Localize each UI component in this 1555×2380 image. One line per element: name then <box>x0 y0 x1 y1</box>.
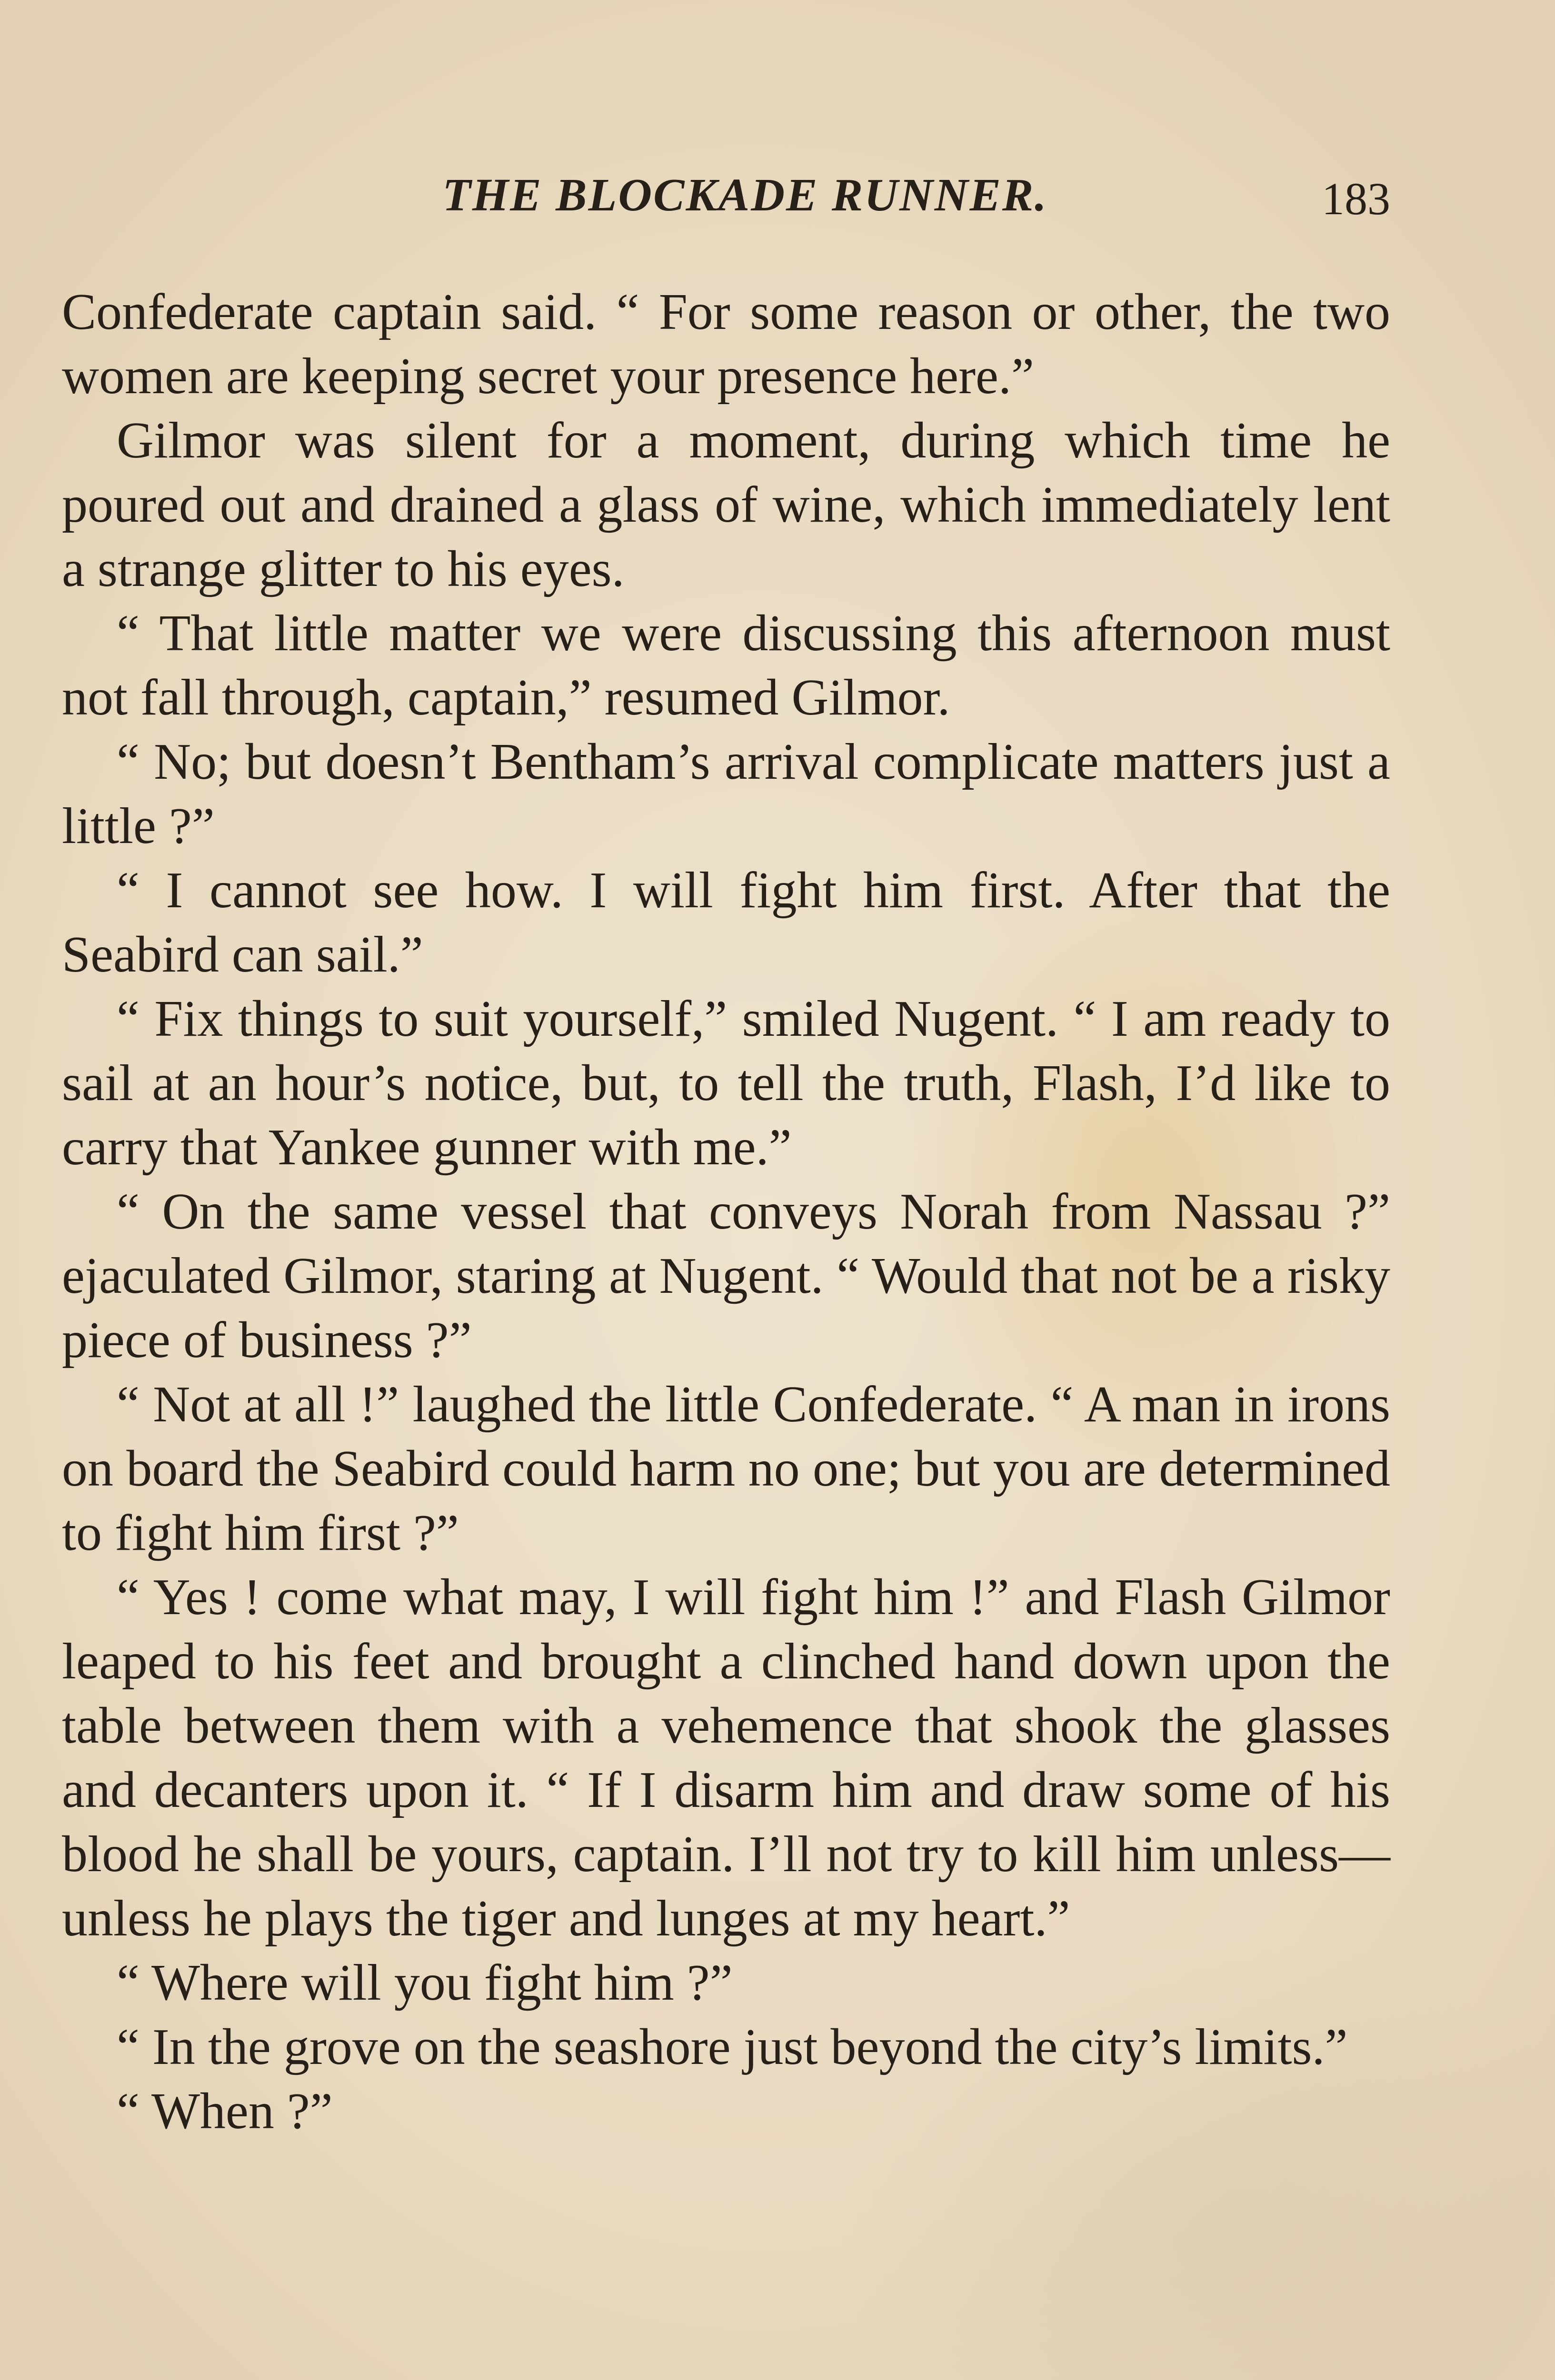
paragraph: “ When ?” <box>117 2083 333 2140</box>
body-text <box>62 280 1390 2143</box>
paragraph: “ Where will you fight him ?” <box>117 1954 733 2011</box>
paragraph: Gilmor was silent for a moment, during which time he poured out and drained a glass of wine, which immediately lent a strange glitter to his eyes. <box>62 412 1390 597</box>
paragraph: “ Fix things to suit yourself,” smiled Nugent. “ I am ready to sail at an hour’s notice, but, to tell the truth, Flash, I’d like to carry that Yankee gunner with me.” <box>62 991 1390 1176</box>
paragraph: “ Not at all !” laughed the little Confederate. “ A man in irons on board the Seabird could harm no one; but you are determined to fight him first ?” <box>62 1376 1390 1561</box>
paragraph: “ In the grove on the seashore just beyond the city’s limits.” <box>117 2019 1348 2075</box>
page-number: 183 <box>1322 173 1390 224</box>
paragraph: “ That little matter we were discussing this afternoon must not fall through, captain,” resumed Gilmor. <box>62 605 1390 726</box>
paragraph: “ On the same vessel that conveys Norah from Nassau ?” ejaculated Gilmor, staring at Nugent. “ Would that not be a risky piece of business ?” <box>62 1183 1390 1368</box>
paragraph: “ No; but doesn’t Bentham’s arrival complicate matters just a little ?” <box>62 734 1390 854</box>
paragraph: Confederate captain said. “ For some reason or other, the two women are keeping secret your presence here.” <box>62 284 1390 405</box>
paragraph: “ Yes ! come what may, I will fight him !” and Flash Gilmor leaped to his feet and brought a clinched hand down upon the table between them with a vehemence that shook the glasses and decanters upon it. “ If I disarm him and draw some of his blood he shall be yours, captain. I’ll not try to kill him unless—unless he plays the tiger and lunges at my heart.” <box>62 1569 1390 1947</box>
paragraph: “ I cannot see how. I will fight him first. After that the Seabird can sail.” <box>62 862 1390 983</box>
running-head <box>62 162 1390 228</box>
running-title: THE BLOCKADE RUNNER. <box>442 169 1048 221</box>
